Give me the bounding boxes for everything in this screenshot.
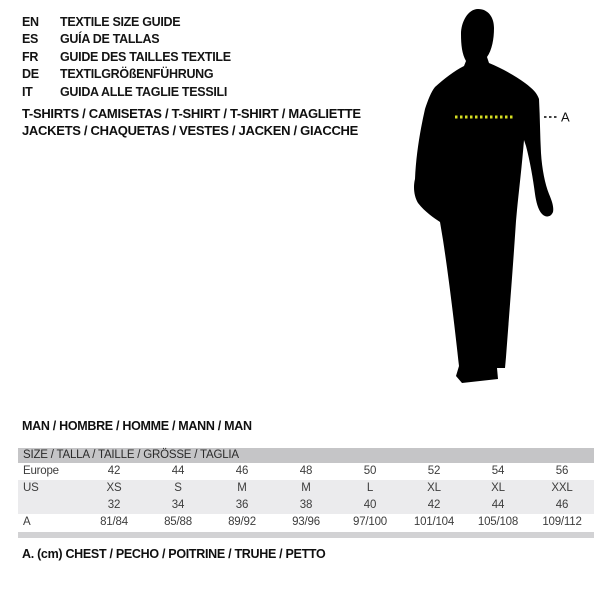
footnote-chest: A. (cm) CHEST / PECHO / POITRINE / TRUHE / PETTO (22, 547, 326, 561)
language-row-de (22, 66, 231, 84)
table-cell: 40 (363, 499, 377, 511)
table-cell: M (237, 482, 247, 494)
language-row-fr (22, 48, 231, 66)
row-label: A (23, 516, 31, 528)
language-code: EN (22, 14, 39, 29)
language-title: GUÍA DE TALLAS (60, 32, 160, 47)
table-cell: 38 (299, 499, 313, 511)
table-cell: 32 (107, 499, 121, 511)
table-cell: 46 (235, 465, 249, 477)
language-row-it (22, 83, 231, 101)
category-lines (22, 105, 361, 139)
table-cell: 97/100 (353, 516, 387, 528)
table-cell: XL (491, 482, 505, 494)
table-cell: 101/104 (413, 516, 455, 528)
table-cell: 52 (427, 465, 441, 477)
table-cell: 44 (171, 465, 185, 477)
table-cell: 56 (555, 465, 569, 477)
table-cell: 48 (299, 465, 313, 477)
category-line-tshirts: T-SHIRTS / CAMISETAS / T-SHIRT / T-SHIRT / MAGLIETTE (22, 106, 361, 121)
table-cell: 50 (363, 465, 377, 477)
table-cell: XL (427, 482, 441, 494)
language-code: ES (22, 32, 39, 47)
language-title: TEXTILGRÖßENFÜHRUNG (60, 67, 214, 82)
table-cell: 89/92 (228, 516, 256, 528)
table-cell: M (301, 482, 311, 494)
table-row-numeric (18, 497, 594, 514)
table-cell: 93/96 (292, 516, 320, 528)
table-cell: 42 (107, 465, 121, 477)
language-code: FR (22, 49, 39, 64)
table-row-europe (18, 463, 594, 480)
marker-label: A (561, 109, 570, 125)
table-cell: XXL (551, 482, 573, 494)
language-title: GUIDE DES TAILLES TEXTILE (60, 49, 231, 64)
table-cell: 85/88 (164, 516, 192, 528)
table-bottom-bar (18, 532, 594, 538)
table-cell: 54 (491, 465, 505, 477)
language-code: DE (22, 67, 39, 82)
section-title-man: MAN / HOMBRE / HOMME / MANN / MAN (22, 419, 252, 433)
language-list (22, 13, 231, 101)
language-title: TEXTILE SIZE GUIDE (60, 14, 181, 29)
table-header: SIZE / TALLA / TAILLE / GRÖSSE / TAGLIA (18, 448, 594, 463)
table-cell: S (174, 482, 182, 494)
table-cell: 46 (555, 499, 569, 511)
language-title: GUIDA ALLE TAGLIE TESSILI (60, 84, 228, 99)
row-label: US (23, 482, 39, 494)
table-cell: 81/84 (100, 516, 128, 528)
table-cell: 42 (427, 499, 441, 511)
row-label (18, 497, 82, 514)
table-cell: 105/108 (477, 516, 519, 528)
table-cell: XS (106, 482, 122, 494)
language-row-es (22, 31, 231, 49)
table-cell: 109/112 (542, 516, 582, 528)
table-row-us (18, 480, 594, 497)
table-row-chest (18, 514, 594, 531)
table-cell: L (366, 482, 374, 494)
language-row-en (22, 13, 231, 31)
man-silhouette-shape (414, 9, 553, 383)
row-label: Europe (23, 465, 59, 477)
man-silhouette (398, 5, 598, 395)
size-table (18, 448, 594, 538)
language-code: IT (22, 84, 33, 99)
table-cell: 34 (171, 499, 185, 511)
category-line-jackets: JACKETS / CHAQUETAS / VESTES / JACKEN / GIACCHE (22, 123, 358, 138)
table-cell: 36 (235, 499, 249, 511)
table-cell: 44 (491, 499, 505, 511)
